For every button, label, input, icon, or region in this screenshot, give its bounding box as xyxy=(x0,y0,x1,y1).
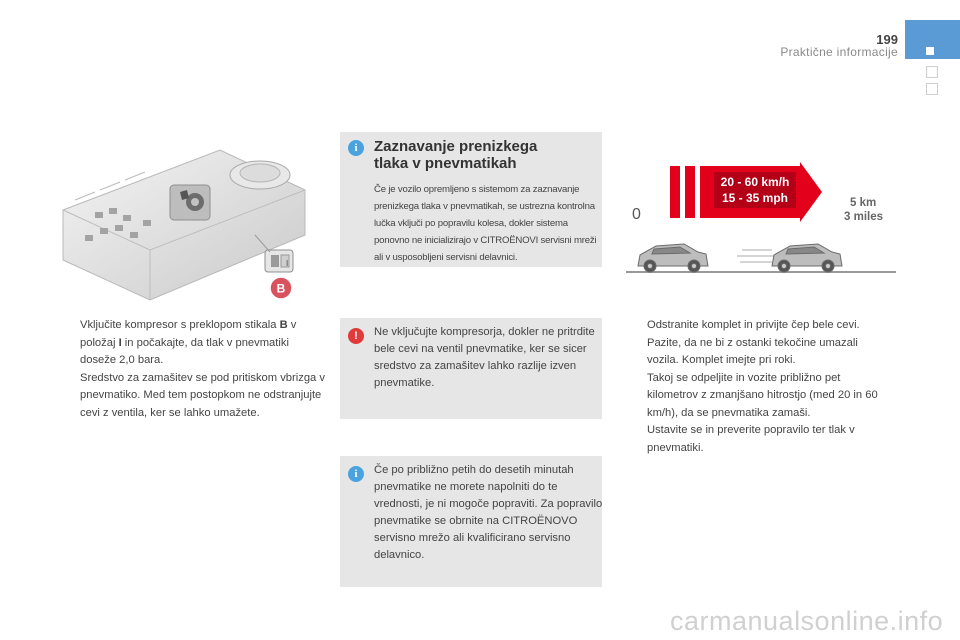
chapter-tab-dot-icon xyxy=(926,47,934,55)
speed-distance-illustration xyxy=(622,162,900,282)
info-icon: i xyxy=(348,140,364,156)
list-item: Odstranite komplet in privijte čep bele cevi. Pazite, da ne bi z ostanki tekočine umazali vozila. Komplet imejte pri roki. xyxy=(647,319,860,366)
chapter-tab xyxy=(905,20,960,59)
list-item: Takoj se odpeljite in vozite približno pet kilometrov z zmanjšano hitrostjo (med 20 in 60 km/h), da se pnevmatika zamaši. xyxy=(647,371,878,419)
info-icon: i xyxy=(348,466,364,482)
start-label: 0 xyxy=(632,206,641,223)
motion-lines xyxy=(737,250,774,262)
distance-miles-label: 3 miles xyxy=(844,211,883,223)
warning-box xyxy=(340,318,602,419)
kit-label-b: B xyxy=(276,281,286,296)
list-item: Vključite kompresor s preklopom stikala B v položaj I in počakajte, da tlak v pnevmatiki doseže 2,0 bara. Sredstvo za zamašitev se pod pritiskom vbrizga v pnevmatiko. Med tem postopkom ne odstranjujte cevi z ventila, ker se lahko umažete. xyxy=(80,319,325,419)
tyre-pressure-detection-box xyxy=(340,132,602,267)
chapter-tab-empty-icon xyxy=(926,83,938,95)
section-title: Praktične informacije xyxy=(780,45,898,59)
left-column-instructions xyxy=(55,317,325,422)
right-column-instructions xyxy=(622,317,892,457)
warning-icon: ! xyxy=(348,328,364,344)
speed-mph-label: 15 - 35 mph xyxy=(721,191,789,205)
info-box xyxy=(340,456,602,587)
list-item: Ustavite se in preverite popravilo ter tlak v pnevmatiki. xyxy=(647,424,855,454)
page-number: 199 xyxy=(876,32,898,47)
distance-km-label: 5 km xyxy=(850,197,877,209)
repair-kit-illustration xyxy=(55,140,320,315)
info-box-body: Če po približno petih do desetih minutah pnevmatike ne morete napolniti do te vrednosti, je ni mogoče popraviti. Za popravilo pnevmatike se obrnite na CITROËNOVO servisno mrežo ali kvalificirano servisno delavnico. xyxy=(374,464,603,561)
warning-box-body: Ne vključujte kompresorja, dokler ne pritrdite bele cevi na ventil pnevmatike, ker se sicer sredstvo za zamašitev lahko razlije izven pnevmatike. xyxy=(374,326,595,389)
detection-box-body: Če je vozilo opremljeno s sistemom za zaznavanje prenizkega tlaka v pnevmatikah, se ustrezna kontrolna lučka vključi po popravilu kolesa, dokler sistema ponovno ne inicializirajo v CITROËNOVI servisni mreži ali v usposobljeni servisni delavnici. xyxy=(374,184,597,263)
detection-box-title: Zaznavanje prenizkega tlaka v pnevmatikah xyxy=(374,138,538,172)
car-start xyxy=(638,244,708,272)
kit-label-i: I xyxy=(286,259,289,268)
watermark: carmanualsonline.info xyxy=(670,606,944,636)
speed-kmh-label: 20 - 60 km/h xyxy=(720,175,790,189)
car-moving xyxy=(772,244,842,272)
chapter-tab-empty-icon xyxy=(926,66,938,78)
